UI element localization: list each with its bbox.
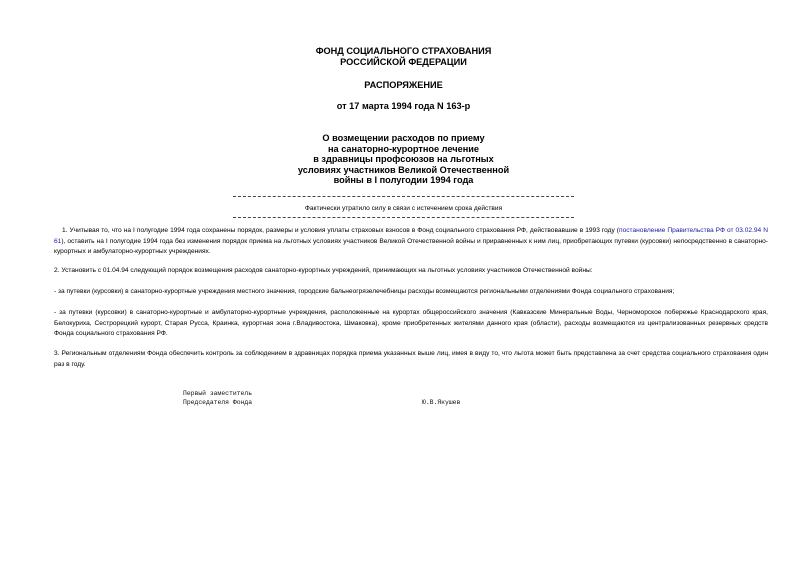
paragraph-1-text-start: 1. Учитывая то, что на I полугодие 1994 года сохранены порядок, размеры и условия уплаты страховых взносов в Фонд социального страхования РФ, действовавшие в 1993 году (: [62, 227, 620, 234]
document-date: от 17 марта 1994 года N 163-р: [336, 101, 471, 111]
org-line-2: РОССИЙСКОЙ ФЕДЕРАЦИИ: [340, 57, 467, 67]
paragraph-bullet-local: - за путевки (курсовки) в санаторно-курортные учреждения местного значения, городские бальнеогрязелечебницы расходы возмещаются региональными отделениями Фонда социального страхования;: [54, 288, 675, 295]
paragraph-2: 2. Установить с 01.04.94 следующий порядок возмещения расходов санаторно-курортных учреждений, принимающих на льготных условиях участников Отечественной войны:: [54, 267, 593, 274]
subject-line: в здравницы профсоюзов на льготных: [313, 154, 494, 165]
paragraph-3: 3. Региональным отделениям Фонда обеспечить контроль за соблюдением в здравницах порядка приема указанных выше лиц, имея в виду то, что льгота может быть представлена за счет средства социального страхования один раз в году.: [54, 350, 768, 368]
separator-bottom: [233, 217, 574, 218]
signatory-name: Ю.В.Якушев: [422, 399, 461, 406]
signatory-title-line-2: Председателя Фонда: [183, 399, 253, 407]
subject-line: войны в I полугодии 1994 года: [333, 175, 474, 186]
paragraph-1: [54, 226, 768, 258]
validity-status: Фактически утратило силу в связи с истечением срока действия: [304, 205, 503, 212]
paragraph-1-text-end: ), оставить на I полугодие 1994 года без изменения порядок приема на льготных условиях участников Великой Отечественной войны и приравненных к ним лиц, приобретающих путевки (курсовки) непосредственно в санаторно-курортных и амбулаторно-курортных учреждениях.: [54, 237, 768, 255]
separator-top: [233, 196, 574, 197]
document-subject: [0, 133, 807, 186]
subject-line: условиях участников Великой Отечественной: [297, 164, 510, 175]
organization-heading: [0, 46, 807, 68]
paragraph-bullet-national: - за путевки (курсовки) в санаторно-курортные и амбулаторно-курортные учреждения, расположенные на курортах общероссийского значения (Кавказские Минеральные Воды, Черноморское побережье Краснодарского края, Белокуриха, Сестрорецкий курорт, Старая Русса, Краинка, курортная зона г.Владивостока, Шмаковка), кроме приобретенных жителями данного края (области), расходы возмещаются из централизованных резервных средств Фонда социального страхования РФ.: [54, 309, 768, 337]
subject-line: на санаторно-курортное лечение: [328, 143, 479, 154]
signatory-title-line-1: Первый заместитель: [183, 390, 253, 397]
document-type: РАСПОРЯЖЕНИЕ: [364, 80, 443, 90]
subject-line: О возмещении расходов по приему: [322, 133, 485, 143]
org-line-1: ФОНД СОЦИАЛЬНОГО СТРАХОВАНИЯ: [315, 46, 492, 56]
government-decree-link[interactable]: постановление Правительства РФ от 03.02.94 N 61: [54, 227, 768, 245]
signatory-title: [183, 389, 252, 407]
